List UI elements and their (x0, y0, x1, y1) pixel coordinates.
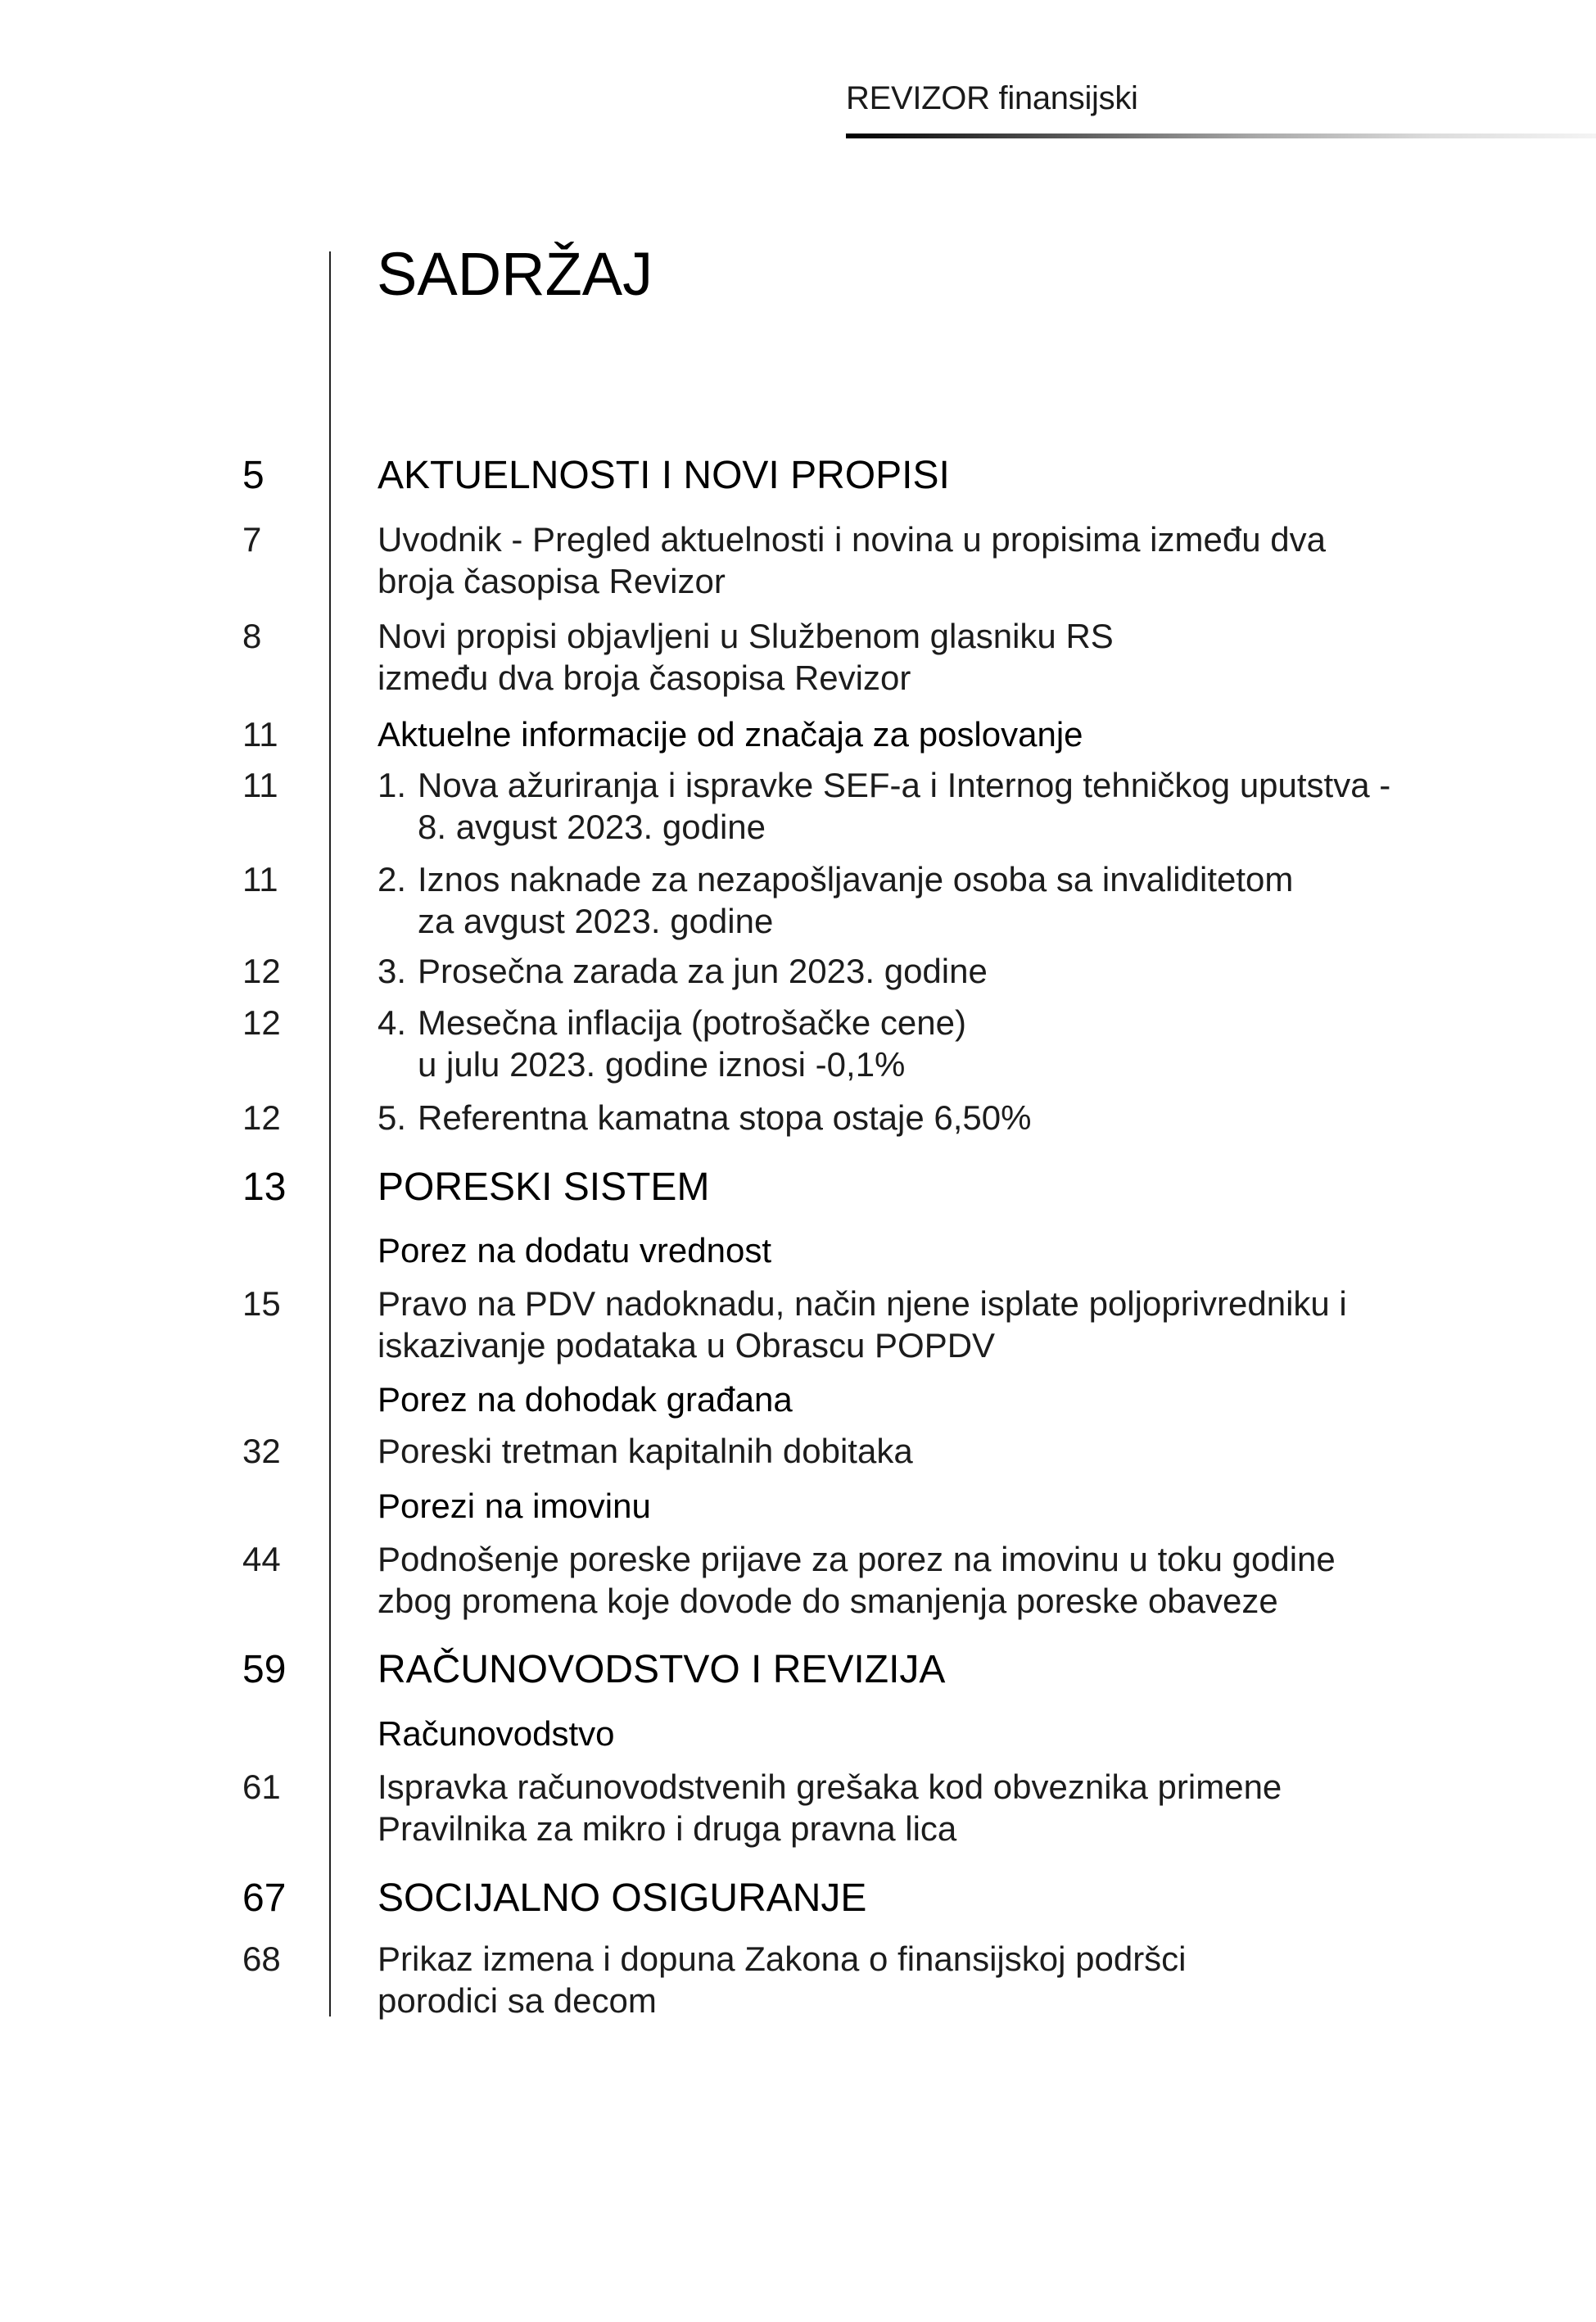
item-title-line: između dva broja časopisa Revizor (378, 658, 911, 697)
subsection-title: Računovodstvo (378, 1714, 615, 1753)
item-title[interactable] (378, 1283, 1347, 1366)
page-number: 32 (242, 1432, 281, 1470)
publication-title: REVIZOR finansijski (846, 80, 1138, 116)
item-title[interactable] (378, 519, 1326, 602)
list-number: 1. (378, 766, 407, 804)
item-title[interactable] (378, 765, 1390, 848)
item-title-line: Poreski tretman kapitalnih dobitaka (378, 1432, 913, 1470)
section-title[interactable]: PORESKI SISTEM (378, 1166, 710, 1209)
item-title-line: Prikaz izmena i dopuna Zakona o finansijskoj podršci (378, 1940, 1187, 1978)
item-title[interactable]: Aktuelne informacije od značaja za poslovanje (378, 715, 1083, 754)
item-title-line: Nova ažuriranja i ispravke SEF-a i Internog tehničkog uputstva - (418, 766, 1391, 804)
toc-divider-line (329, 251, 331, 2016)
page-number: 15 (242, 1284, 281, 1323)
page-number: 67 (242, 1876, 287, 1920)
section-title[interactable]: AKTUELNOSTI I NOVI PROPISI (378, 454, 950, 497)
item-title-line: iskazivanje podataka u Obrascu POPDV (378, 1325, 996, 1365)
item-title[interactable] (378, 1003, 966, 1085)
item-title[interactable] (378, 616, 1114, 699)
subsection-title: Porez na dodatu vrednost (378, 1231, 771, 1270)
section-title[interactable]: SOCIJALNO OSIGURANJE (378, 1876, 867, 1920)
item-title-line: u julu 2023. godine iznosi -0,1% (418, 1044, 906, 1084)
item-title-line: Podnošenje poreske prijave za porez na imovinu u toku godine (378, 1540, 1336, 1578)
page-number: 12 (242, 1003, 281, 1042)
page-number: 61 (242, 1768, 281, 1806)
item-title[interactable] (378, 1431, 913, 1473)
page-number: 11 (242, 715, 278, 754)
item-title-line: za avgust 2023. godine (418, 901, 774, 940)
page-number: 11 (242, 860, 278, 898)
item-title-line: Novi propisi objavljeni u Službenom glasniku RS (378, 617, 1114, 655)
page-number: 7 (242, 520, 262, 559)
page-number: 5 (242, 454, 264, 497)
page-number: 59 (242, 1648, 287, 1691)
list-number: 2. (378, 860, 407, 898)
list-number: 4. (378, 1003, 407, 1042)
item-title[interactable] (378, 951, 988, 993)
page-number: 44 (242, 1540, 281, 1578)
item-title[interactable] (378, 1767, 1282, 1849)
item-title-line: Iznos naknade za nezapošljavanje osoba sa invaliditetom (418, 860, 1294, 898)
page-number: 8 (242, 617, 262, 655)
page-number: 68 (242, 1940, 281, 1978)
item-title[interactable] (378, 1098, 1031, 1139)
item-title-line: broja časopisa Revizor (378, 561, 726, 600)
item-title[interactable] (378, 859, 1293, 942)
item-title-line: 8. avgust 2023. godine (418, 807, 766, 846)
list-number: 5. (378, 1098, 407, 1137)
page-title: SADRŽAJ (377, 240, 653, 308)
section-title[interactable]: RAČUNOVODSTVO I REVIZIJA (378, 1648, 946, 1691)
item-title-line: Pravilnika za mikro i druga pravna lica (378, 1808, 957, 1848)
item-title-line: porodici sa decom (378, 1980, 657, 2020)
item-title-line: Mesečna inflacija (potrošačke cene) (418, 1003, 966, 1042)
subsection-title: Porez na dohodak građana (378, 1380, 793, 1419)
item-title[interactable] (378, 1939, 1187, 2021)
page-number: 12 (242, 1098, 281, 1137)
item-title-line: Prosečna zarada za jun 2023. godine (418, 952, 988, 990)
item-title-line: Ispravka računovodstvenih grešaka kod obveznika primene (378, 1768, 1282, 1806)
item-title[interactable] (378, 1539, 1336, 1622)
item-title-line: Uvodnik - Pregled aktuelnosti i novina u propisima između dva (378, 520, 1326, 559)
page-number: 13 (242, 1166, 287, 1209)
item-title-line: Referentna kamatna stopa ostaje 6,50% (418, 1098, 1032, 1137)
header-gradient-rule (846, 134, 1596, 138)
item-title-line: Pravo na PDV nadoknadu, način njene isplate poljoprivredniku i (378, 1284, 1347, 1323)
page-number: 11 (242, 766, 278, 804)
item-title-line: zbog promena koje dovode do smanjenja poreske obaveze (378, 1581, 1278, 1620)
subsection-title: Porezi na imovinu (378, 1487, 651, 1525)
list-number: 3. (378, 952, 407, 990)
page-number: 12 (242, 952, 281, 990)
